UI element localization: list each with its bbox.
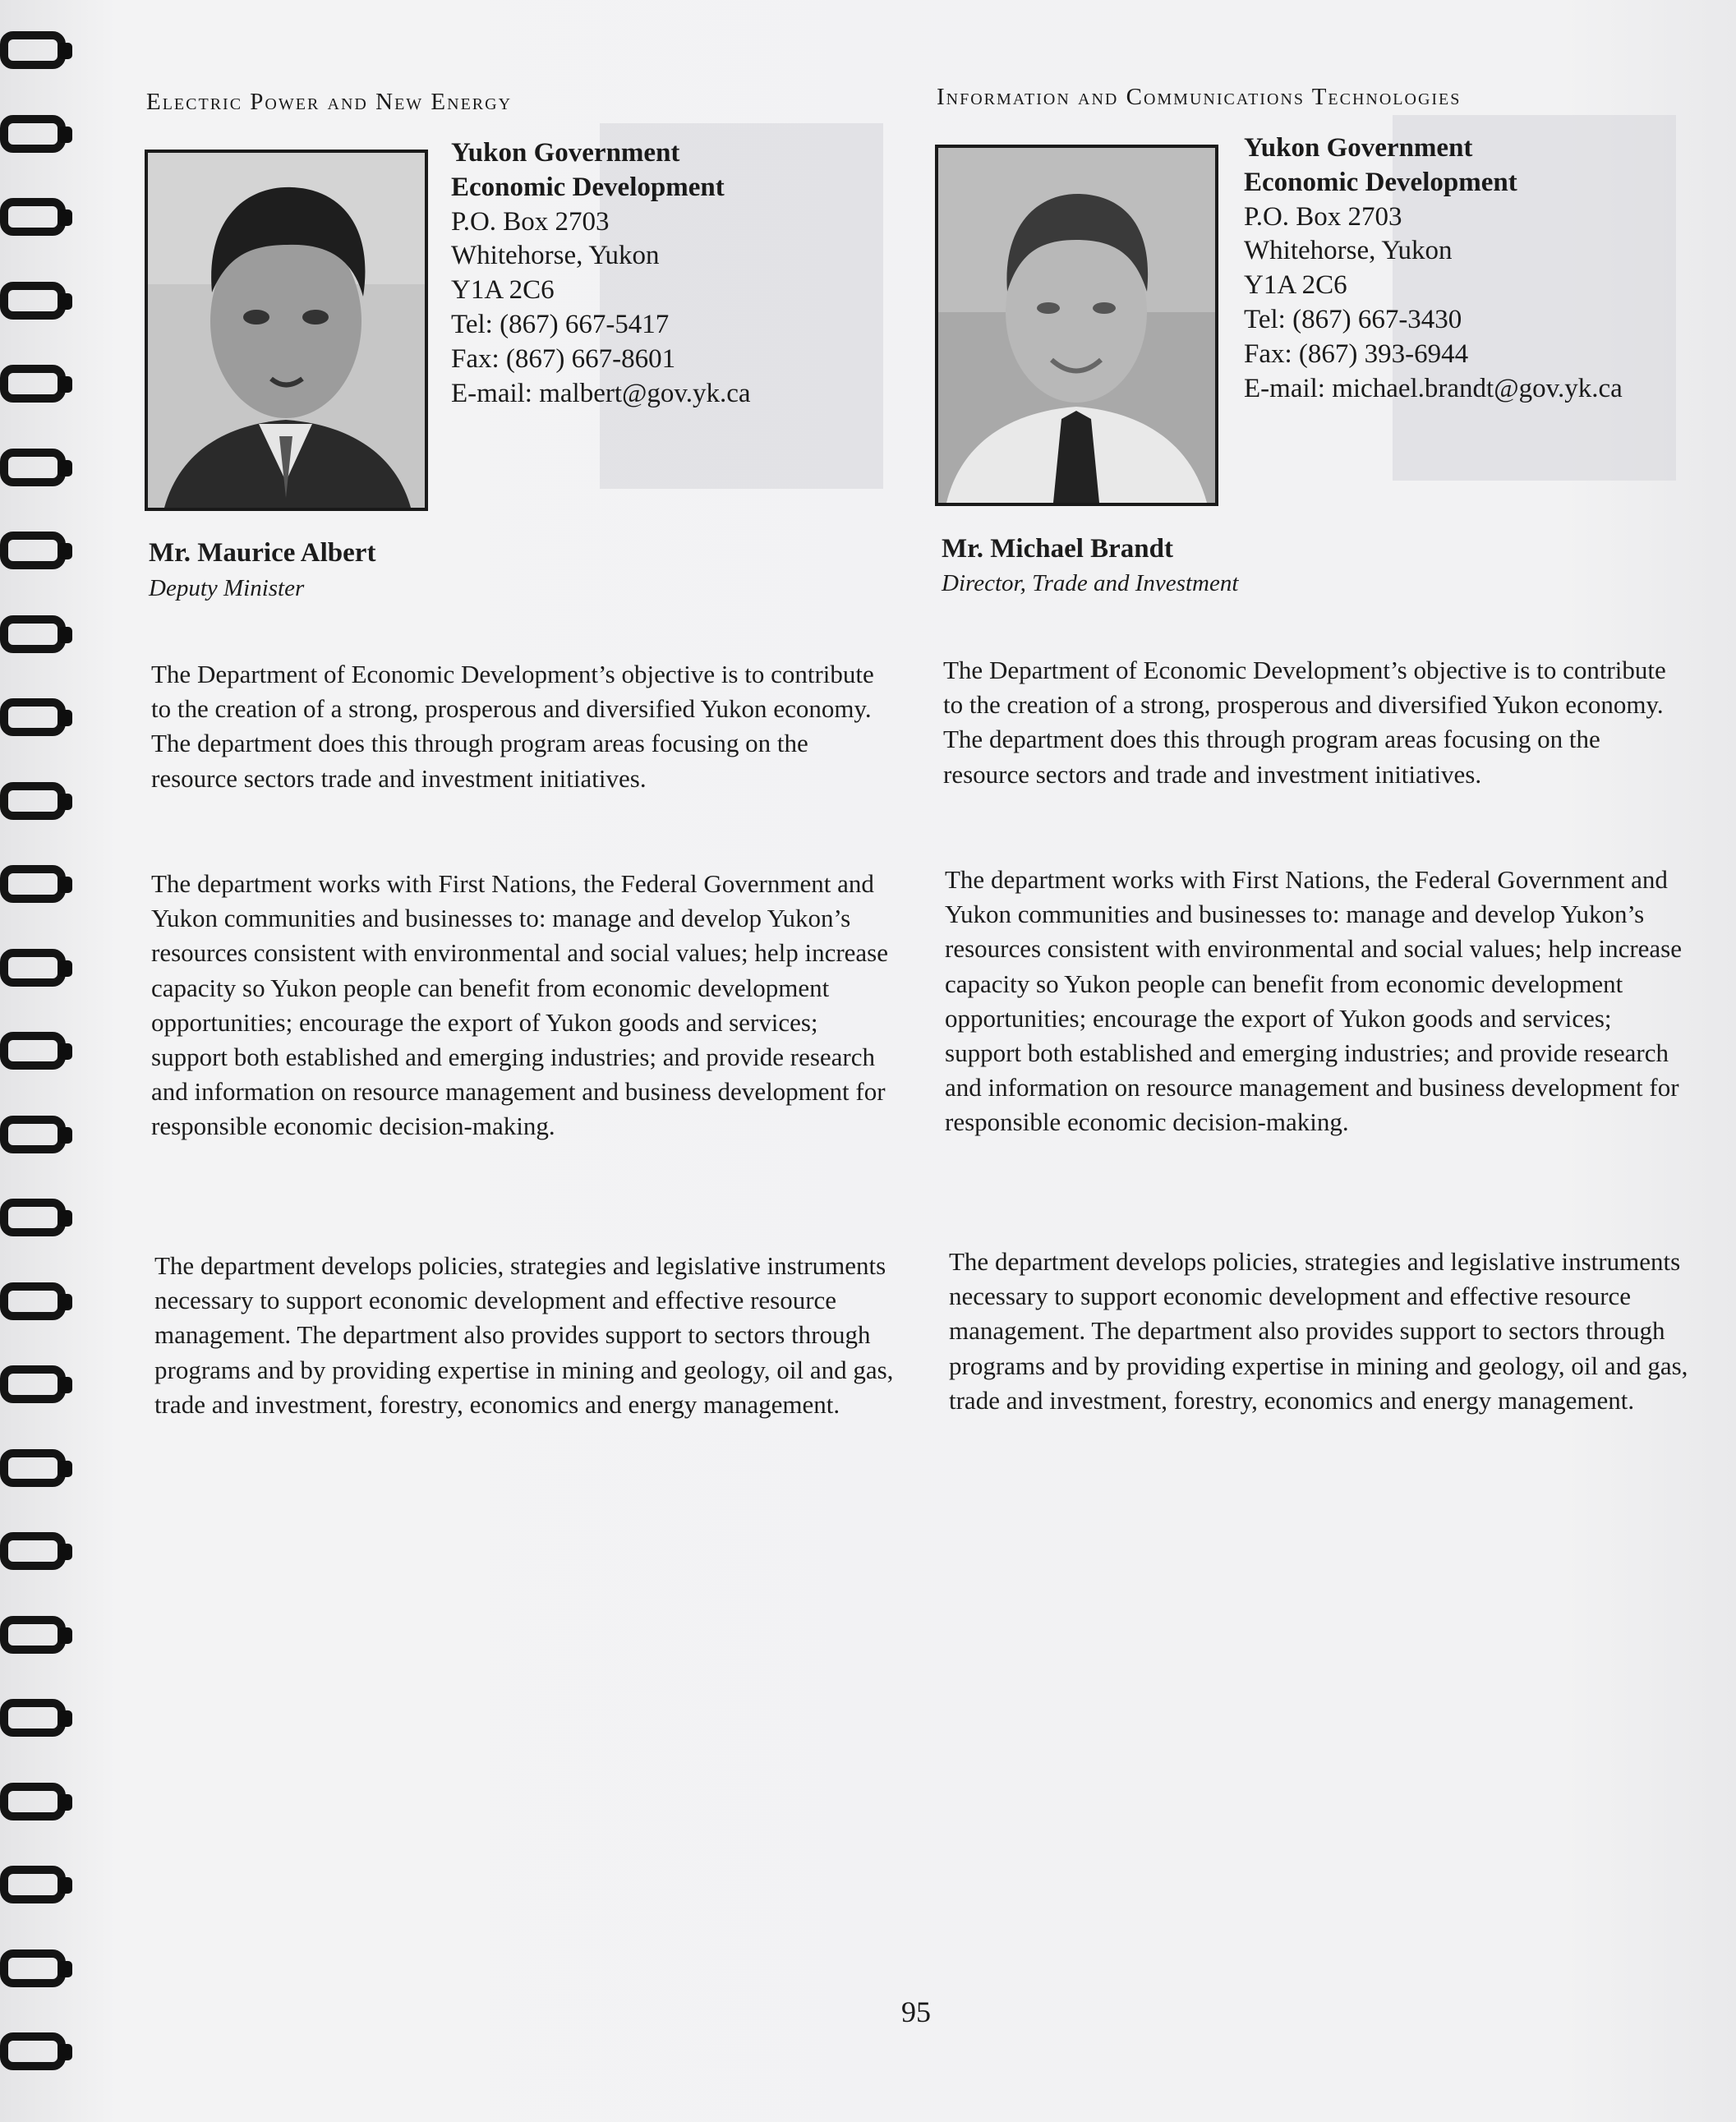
binding-ring [0, 1616, 72, 1659]
binding-ring [0, 1699, 72, 1742]
binding-ring [0, 2032, 72, 2075]
binding-ring [0, 282, 72, 325]
binding-ring-loop [0, 1199, 66, 1236]
binding-ring [0, 31, 72, 74]
portrait-left-icon [148, 153, 425, 508]
binding-hole [58, 710, 72, 726]
binding-hole [58, 376, 72, 393]
po-box-left: P.O. Box 2703 [451, 206, 610, 237]
binding-hole [58, 2044, 72, 2060]
binding-ring [0, 949, 72, 992]
binding-ring [0, 1032, 72, 1075]
org-department-left: Economic Development [451, 172, 725, 202]
portrait-right-icon [938, 148, 1215, 503]
binding-ring-loop [0, 1032, 66, 1070]
binding-hole [58, 627, 72, 643]
binding-ring-loop [0, 1282, 66, 1320]
binding-hole [58, 1710, 72, 1727]
binding-ring-loop [0, 865, 66, 903]
binding-ring-loop [0, 31, 66, 69]
postal-code-right: Y1A 2C6 [1244, 270, 1347, 301]
binding-ring-loop [0, 449, 66, 486]
address-block-right [1244, 131, 1623, 406]
binding-ring-loop [0, 365, 66, 403]
binding-hole [58, 1043, 72, 1060]
page-number: 95 [901, 1995, 931, 2028]
binding-ring-loop [0, 1116, 66, 1153]
telephone-right: Tel: (867) 667-3430 [1244, 304, 1462, 334]
binding-hole [58, 43, 72, 59]
person-title-right: Director, Trade and Investment [942, 570, 1239, 596]
binding-ring-loop [0, 615, 66, 653]
spiral-binding [0, 16, 78, 2103]
fax-right: Fax: (867) 393-6944 [1244, 338, 1469, 369]
binding-hole [58, 1627, 72, 1644]
binding-ring-loop [0, 782, 66, 820]
binding-hole [58, 1794, 72, 1811]
portrait-photo-right [935, 145, 1218, 506]
binding-hole [58, 1961, 72, 1977]
binding-hole [58, 1127, 72, 1144]
binding-ring [0, 615, 72, 658]
binding-ring [0, 365, 72, 407]
paragraph-right-3: The department develops policies, strategies and legislative instruments necessary to support economic development and effective resource management. The department also provides support to sectors through programs and by providing expertise in mining and geology, oil and gas, trade and investment, forestry, economics and energy management. [949, 1247, 1688, 1415]
binding-ring-loop [0, 115, 66, 153]
person-name-left: Mr. Maurice Albert [149, 538, 376, 568]
email-right: E-mail: michael.brandt@gov.yk.ca [1244, 373, 1623, 403]
binding-hole [58, 1210, 72, 1227]
binding-ring [0, 782, 72, 825]
binding-hole [58, 877, 72, 893]
city-left: Whitehorse, Yukon [451, 241, 660, 271]
binding-ring-loop [0, 1449, 66, 1487]
paragraph-left-2: The department works with First Nations, the Federal Government and Yukon communities and businesses to: manage and develop Yukon’s resources consistent with environmental and social values; help increase capacity so Yukon people can benefit from economic development opportunities; encourage the export of Yukon goods and services; support both established and emerging industries; and provide research and information on resource management and business development for responsible economic decision-making. [151, 869, 888, 1141]
paragraph-right-1: The Department of Economic Development’s objective is to contribute to the creation of a strong, prosperous and diversified Yukon economy. The department does this through program areas focusing on the resource sectors and trade and investment initiatives. [943, 656, 1666, 789]
binding-ring [0, 198, 72, 241]
binding-ring-loop [0, 1365, 66, 1403]
binding-ring [0, 1199, 72, 1241]
portrait-photo-left [145, 150, 428, 511]
fax-left: Fax: (867) 667-8601 [451, 343, 676, 374]
binding-hole [58, 1544, 72, 1560]
binding-hole [58, 1877, 72, 1894]
binding-ring-loop [0, 1532, 66, 1570]
paragraph-right-2: The department works with First Nations, the Federal Government and Yukon communities and businesses to: manage and develop Yukon’s resources consistent with environmental and social values; help increase capacity so Yukon people can benefit from economic development opportunities; encourage the export of Yukon goods and services; support both established and emerging industries; and provide research and information on resource management and business development for responsible economic decision-making. [945, 865, 1682, 1137]
binding-hole [58, 460, 72, 476]
binding-ring [0, 698, 72, 741]
person-title-left: Deputy Minister [149, 575, 305, 601]
binding-hole [58, 1377, 72, 1393]
po-box-right: P.O. Box 2703 [1244, 201, 1402, 232]
binding-ring-loop [0, 1949, 66, 1987]
binding-ring [0, 1866, 72, 1908]
section-title-right: Information and Communications Technologies [937, 84, 1462, 110]
binding-hole [58, 1294, 72, 1310]
binding-ring-loop [0, 698, 66, 736]
binding-ring-loop [0, 1699, 66, 1737]
binding-ring-loop [0, 2032, 66, 2070]
binding-ring-loop [0, 1866, 66, 1903]
binding-ring [0, 1449, 72, 1492]
binding-ring [0, 449, 72, 491]
binding-ring [0, 865, 72, 908]
binding-ring-loop [0, 1783, 66, 1821]
section-title-left: Electric Power and New Energy [146, 89, 513, 115]
binding-ring [0, 1949, 72, 1992]
email-left: E-mail: malbert@gov.yk.ca [451, 378, 751, 408]
binding-hole [58, 127, 72, 143]
binding-ring-loop [0, 949, 66, 987]
binding-hole [58, 960, 72, 977]
binding-hole [58, 1461, 72, 1477]
binding-ring-loop [0, 198, 66, 236]
city-right: Whitehorse, Yukon [1244, 236, 1453, 266]
paragraph-left-1: The Department of Economic Development’s objective is to contribute to the creation of a strong, prosperous and diversified Yukon economy. The department does this through program areas focusing on the resource sectors trade and investment initiatives. [151, 660, 874, 793]
address-block-left [451, 136, 751, 411]
telephone-left: Tel: (867) 667-5417 [451, 309, 670, 339]
binding-hole [58, 543, 72, 559]
binding-ring-loop [0, 282, 66, 320]
binding-hole [58, 293, 72, 310]
org-name-left: Yukon Government [451, 138, 680, 168]
binding-ring [0, 1365, 72, 1408]
paragraph-left-3: The department develops policies, strategies and legislative instruments necessary to support economic development and effective resource management. The department also provides support to sectors through programs and by providing expertise in mining and geology, oil and gas, trade and investment, forestry, economics and energy management. [154, 1251, 894, 1419]
binding-ring [0, 1532, 72, 1575]
binding-hole [58, 209, 72, 226]
binding-ring [0, 1783, 72, 1825]
binding-ring [0, 1282, 72, 1325]
binding-hole [58, 794, 72, 810]
postal-code-left: Y1A 2C6 [451, 275, 555, 306]
binding-ring-loop [0, 1616, 66, 1654]
org-department-right: Economic Development [1244, 167, 1517, 197]
binding-ring [0, 532, 72, 574]
org-name-right: Yukon Government [1244, 133, 1473, 163]
binding-ring [0, 1116, 72, 1158]
binding-ring-loop [0, 532, 66, 569]
binding-ring [0, 115, 72, 158]
person-name-right: Mr. Michael Brandt [942, 534, 1173, 564]
